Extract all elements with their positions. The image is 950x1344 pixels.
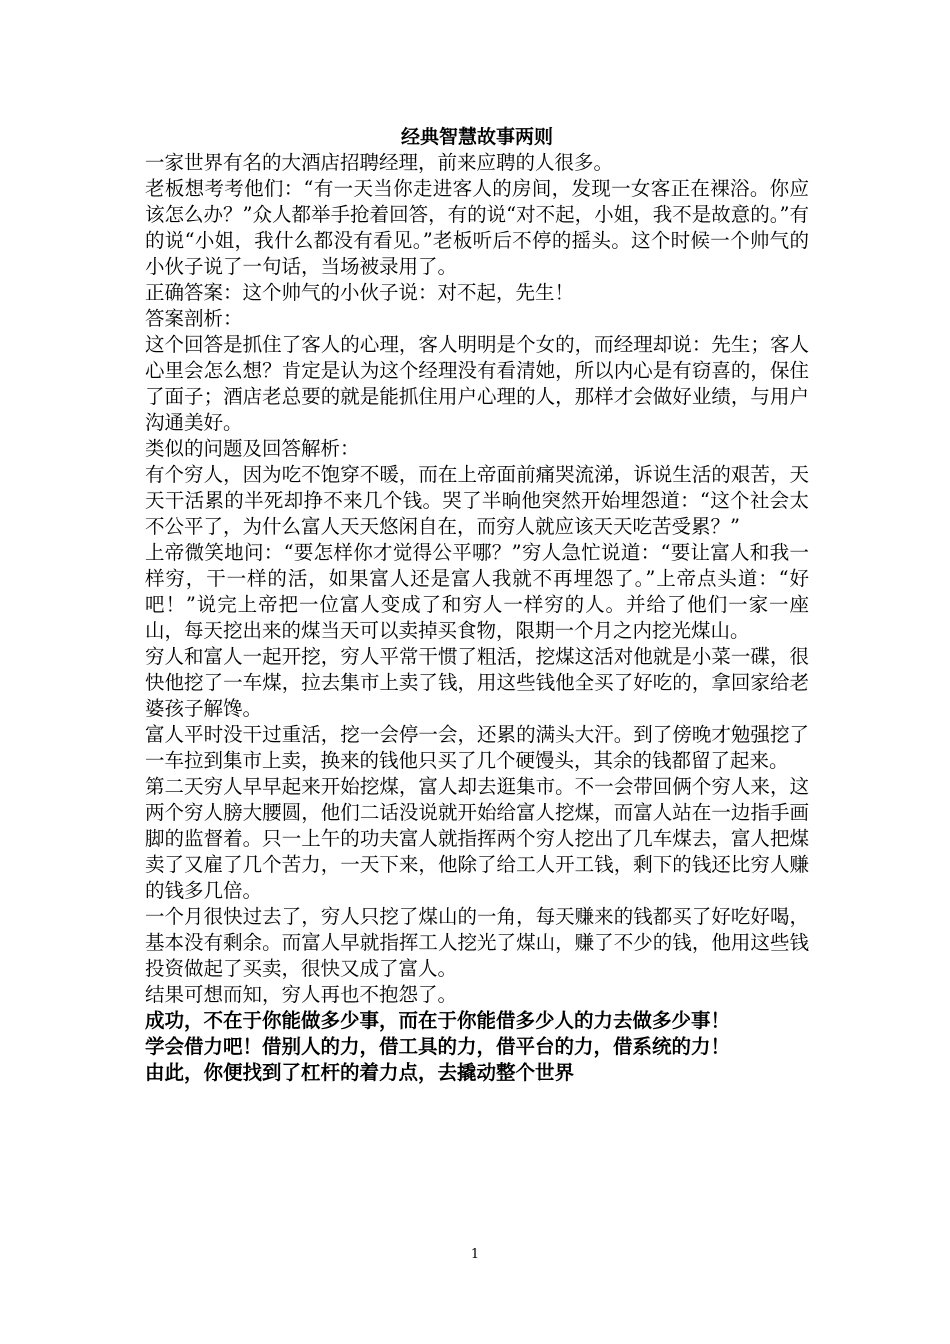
paragraph-moral-1: 成功，不在于你能做多少事，而在于你能借多少人的力去做多少事！: [145, 1009, 731, 1032]
paragraph-analysis: 这个回答是抓住了客人的心理，客人明明是个女的，而经理却说：先生；客人心里会怎么想？肯定是认为这个经理没有看清她，所以内心是有窃喜的，保住了面子；酒店老总要的就是能抓住用户心理的人，那样才会做好业绩，与用户沟通美好。: [145, 333, 809, 434]
paragraph-boss-question: 老板想考考他们：“有一天当你走进客人的房间，发现一女客正在裸浴。你应该怎么办？”众人都举手抢着回答，有的说“对不起，小姐，我不是故意的。”有的说“小姐，我什么都没有看见。”老板听后不停的摇头。这个时候一个帅气的小伙子说了一句话，当场被录用了。: [145, 177, 809, 278]
paragraph-digging: 穷人和富人一起开挖，穷人平常干惯了粗活，挖煤这活对他就是小菜一碟，很快他挖了一车煤，拉去集市上卖了钱，用这些钱他全买了好吃的，拿回家给老婆孩子解馋。: [145, 645, 809, 720]
document-page: [145, 124, 809, 1086]
paragraph-second-day: 第二天穷人早早起来开始挖煤，富人却去逛集市。不一会带回俩个穷人来，这两个穷人膀大腰圆，他们二话没说就开始给富人挖煤，而富人站在一边指手画脚的监督着。只一上午的功夫富人就指挥两个穷人挖出了几车煤去，富人把煤卖了又雇了几个苦力，一天下来，他除了给工人开工钱，剩下的钱还比穷人赚的钱多几倍。: [145, 775, 809, 902]
paragraph-moral-3: 由此，你便找到了杠杆的着力点，去撬动整个世界: [145, 1061, 575, 1084]
page-number: 1: [470, 1247, 480, 1262]
paragraph-one-month: 一个月很快过去了，穷人只挖了煤山的一角，每天赚来的钱都买了好吃好喝，基本没有剩余。而富人早就指挥工人挖光了煤山，赚了不少的钱，他用这些钱投资做起了买卖，很快又成了富人。: [145, 905, 809, 980]
paragraph-analysis-heading: 答案剖析：: [145, 307, 243, 330]
paragraph-correct-answer: 正确答案：这个帅气的小伙子说：对不起，先生！: [145, 281, 575, 304]
paragraph-rich-man: 富人平时没干过重活，挖一会停一会，还累的满头大汗。到了傍晚才勉强挖了一车拉到集市上卖，换来的钱他只买了几个硬馒头，其余的钱都留了起来。: [145, 723, 809, 772]
paragraph-moral-2: 学会借力吧！借别人的力，借工具的力，借平台的力，借系统的力！: [145, 1035, 731, 1058]
paragraph-god-reply: 上帝微笑地问：“要怎样你才觉得公平哪？”穷人急忙说道：“要让富人和我一样穷，干一样的活，如果富人还是富人我就不再埋怨了。”上帝点头道：“好吧！”说完上帝把一位富人变成了和穷人一样穷的人。并给了他们一家一座山，每天挖出来的煤当天可以卖掉买食物，限期一个月之内挖光煤山。: [145, 541, 809, 642]
paragraph-result: 结果可想而知，穷人再也不抱怨了。: [145, 983, 458, 1006]
paragraph-poor-man: 有个穷人，因为吃不饱穿不暖，而在上帝面前痛哭流涕，诉说生活的艰苦，天天干活累的半死却挣不来几个钱。哭了半晌他突然开始埋怨道：“这个社会太不公平了，为什么富人天天悠闲自在，而穷人就应该天天吃苦受累？”: [145, 463, 809, 538]
paragraph-intro: 一家世界有名的大酒店招聘经理，前来应聘的人很多。: [145, 151, 614, 174]
paragraph-similar-heading: 类似的问题及回答解析：: [145, 437, 360, 460]
document-title: 经典智慧故事两则: [400, 126, 553, 148]
